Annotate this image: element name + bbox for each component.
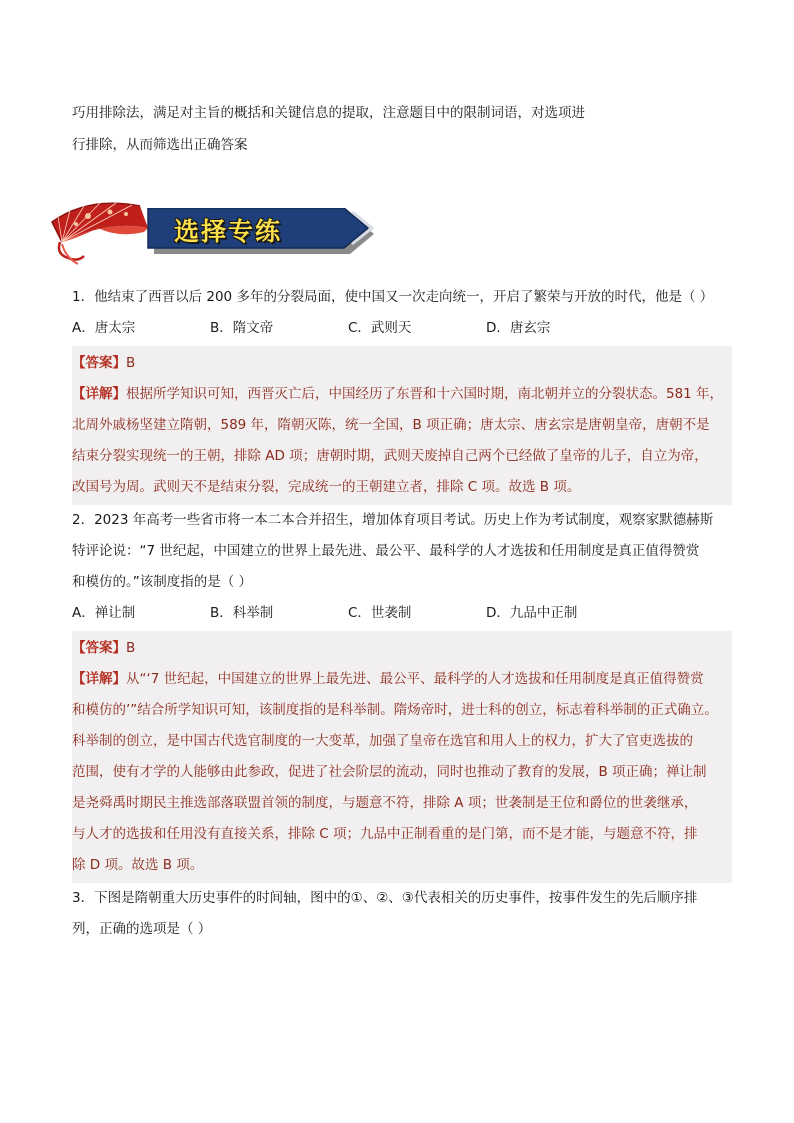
detail-line: 除 D 项。故选 B 项。 [72, 857, 204, 873]
answer-line [72, 633, 732, 664]
detail-tag: 【详解】 [72, 386, 126, 402]
answer-block [72, 346, 732, 505]
question-item [72, 883, 732, 945]
question-stem: 1．他结束了西晋以后 200 多年的分裂局面，使中国又一次走向统一，开启了繁荣与开放的时代，他是（ ） [72, 289, 714, 305]
option-c: C．武则天 [348, 320, 412, 336]
answer-value: B [126, 355, 136, 371]
detail-line [72, 379, 732, 410]
intro-paragraph [72, 97, 732, 161]
detail-text: 从“‘7 世纪起，中国建立的世界上最先进、最公平、最科学的人才选拔和任用制度是真正值得赞赏 [126, 671, 704, 687]
detail-line: 和模仿的’”结合所学知识可知，该制度指的是科举制。隋炀帝时，进士科的创立，标志着科举制的正式确立。 [72, 702, 718, 718]
question-item [72, 282, 732, 505]
option-row [72, 598, 732, 629]
detail-tag: 【详解】 [72, 671, 126, 687]
question-list [72, 282, 732, 945]
question-stem: 3．下图是隋朝重大历史事件的时间轴，图中的①、②、③代表相关的历史事件，按事件发生的先后顺序排 [72, 890, 698, 906]
answer-block [72, 631, 732, 883]
option-a: A．唐太宗 [72, 320, 136, 336]
answer-tag: 【答案】 [72, 640, 126, 656]
section-title: 选择专练 [174, 217, 283, 246]
detail-line: 与人才的选拔和任用没有直接关系，排除 C 项；九品中正制看重的是门第，而不是才能，与题意不符，排 [72, 826, 698, 842]
answer-tag: 【答案】 [72, 355, 126, 371]
question-stem: 2．2023 年高考一些省市将一本二本合并招生，增加体育项目考试。历史上作为考试制度，观察家默德赫斯 [72, 512, 714, 528]
intro-line: 巧用排除法，满足对主旨的概括和关键信息的提取，注意题目中的限制词语，对选项进 [72, 105, 585, 121]
detail-line: 结束分裂实现统一的王朝，排除 AD 项；唐朝时期，武则天废掉自己两个已经做了皇帝的儿子，自立为帝， [72, 448, 708, 464]
intro-line: 行排除，从而筛选出正确答案 [72, 137, 248, 153]
question-item [72, 505, 732, 883]
folding-fan-icon [48, 198, 158, 270]
option-d: D．唐玄宗 [486, 320, 551, 336]
detail-line: 改国号为周。武则天不是结束分裂，完成统一的王朝建立者，排除 C 项。故选 B 项。 [72, 479, 581, 495]
detail-line: 范围，使有才学的人能够由此参政，促进了社会阶层的流动，同时也推动了教育的发展，B 项正确；禅让制 [72, 764, 707, 780]
detail-text: 根据所学知识可知，西晋灭亡后，中国经历了东晋和十六国时期，南北朝并立的分裂状态。581 年， [126, 386, 724, 402]
detail-line: 北周外戚杨坚建立隋朝，589 年，隋朝灭陈，统一全国，B 项正确；唐太宗、唐玄宗是唐朝皇帝，唐朝不是 [72, 417, 710, 433]
detail-line [72, 664, 732, 695]
option-a: A．禅让制 [72, 605, 136, 621]
option-b: B．隋文帝 [210, 320, 274, 336]
detail-line: 是尧舜禹时期民主推选部落联盟首领的制度，与题意不符，排除 A 项；世袭制是王位和爵位的世袭继承， [72, 795, 698, 811]
option-row [72, 313, 732, 344]
question-stem: 特评论说：“7 世纪起，中国建立的世界上最先进、最公平、最科学的人才选拔和任用制度是真正值得赞赏 [72, 543, 700, 559]
section-banner [48, 198, 368, 270]
option-d: D．九品中正制 [486, 605, 578, 621]
detail-line: 科举制的创立，是中国古代选官制度的一大变革，加强了皇帝在选官和用人上的权力，扩大了官吏选拔的 [72, 733, 693, 749]
answer-line [72, 348, 732, 379]
question-stem: 和模仿的。”该制度指的是（ ） [72, 574, 253, 590]
answer-value: B [126, 640, 136, 656]
question-stem: 列，正确的选项是（ ） [72, 921, 212, 937]
option-c: C．世袭制 [348, 605, 412, 621]
option-b: B．科举制 [210, 605, 274, 621]
